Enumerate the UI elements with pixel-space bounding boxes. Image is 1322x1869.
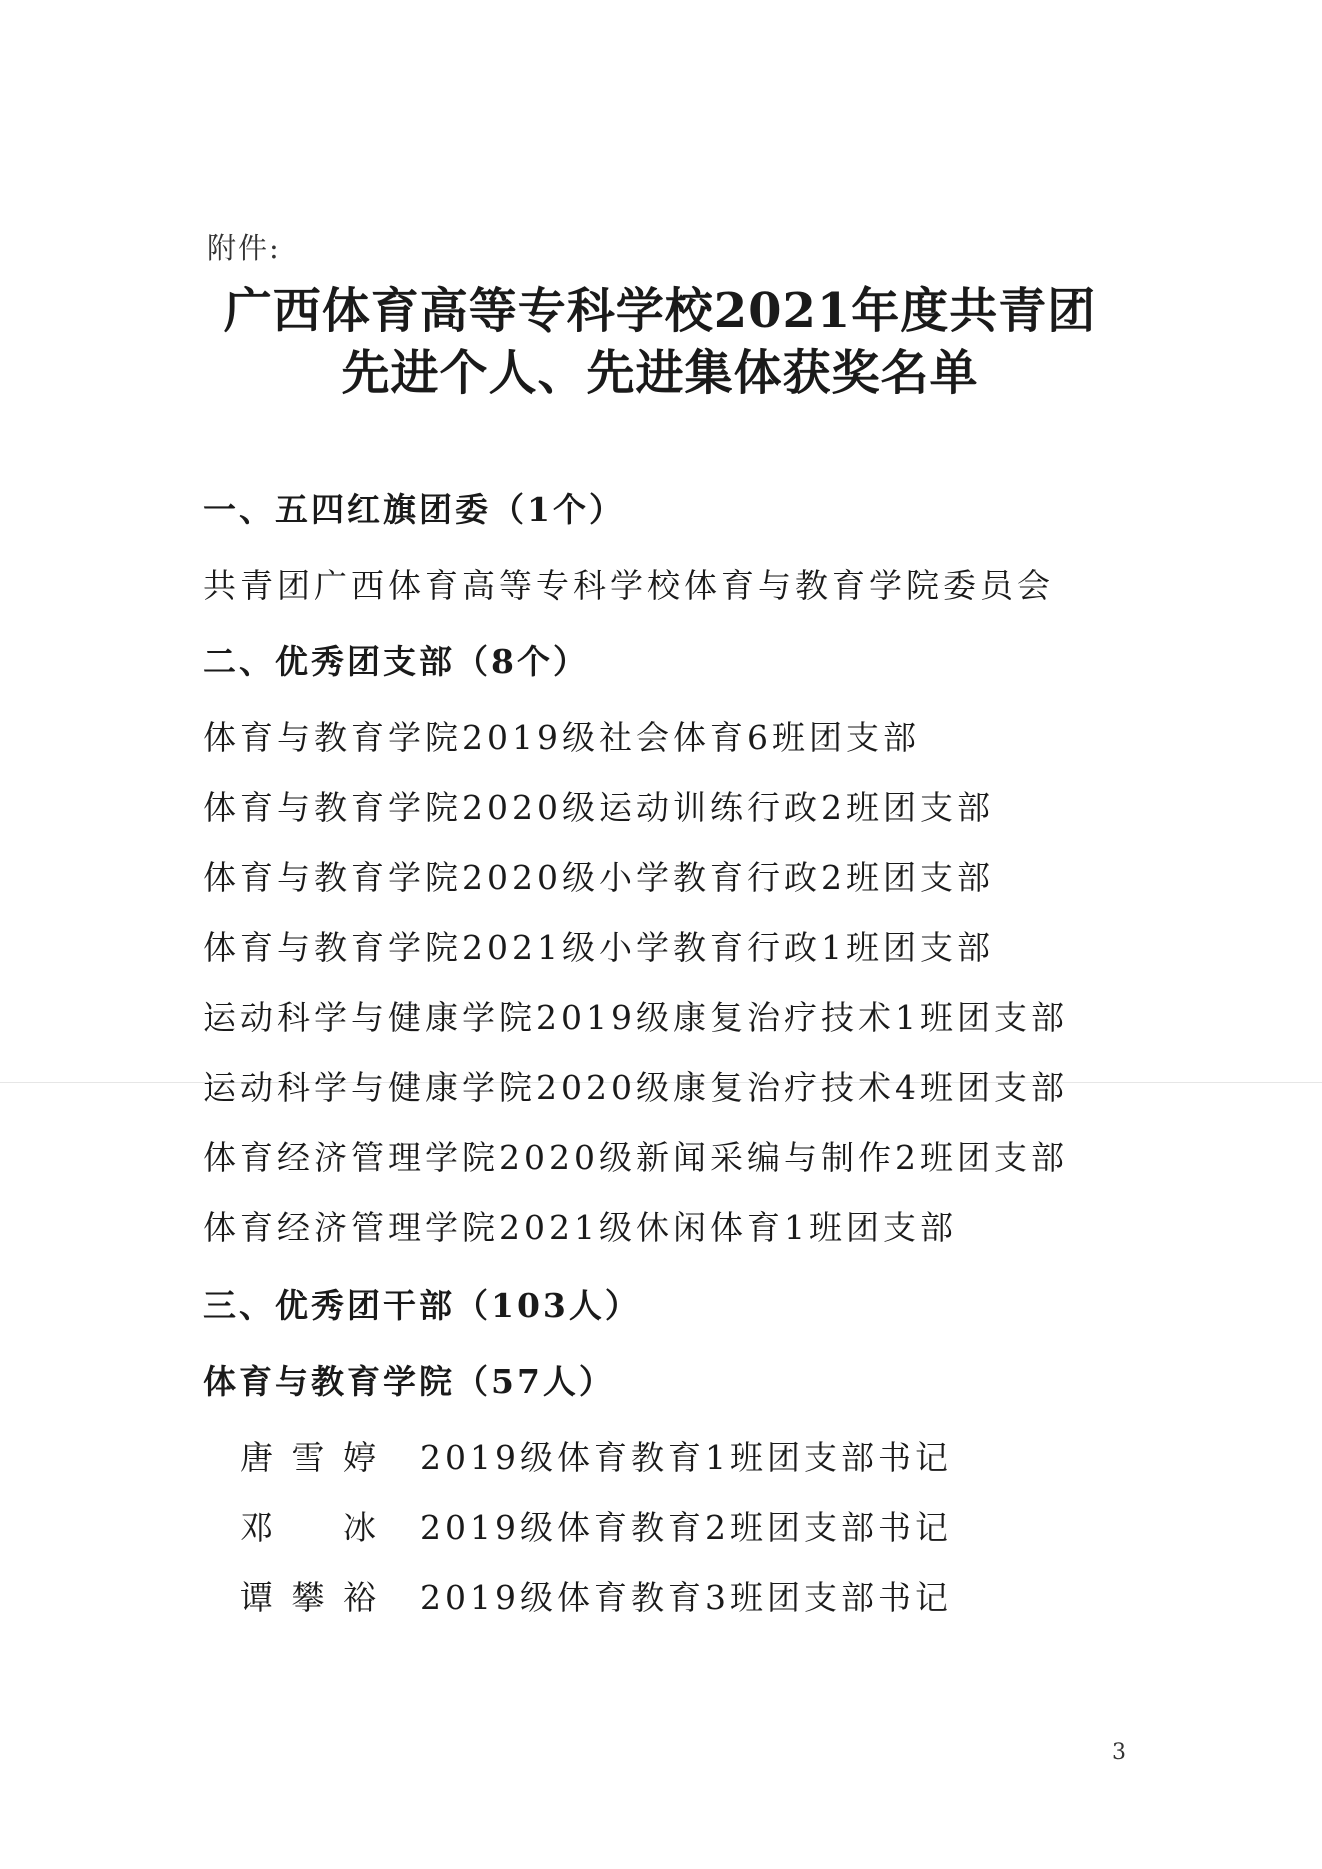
section-2-heading: 二、优秀团支部（8个） [203,642,589,681]
section-1-heading: 一、五四红旗团委（1个） [203,490,625,529]
list-item: 共青团广西体育高等专科学校体育与教育学院委员会 [203,566,1054,605]
list-item: 运动科学与健康学院2020级康复治疗技术4班团支部 [203,1068,1068,1107]
person-row [240,1432,952,1479]
person-row [240,1572,952,1619]
list-item: 体育与教育学院2019级社会体育6班团支部 [203,718,920,757]
person-role: 2019级体育教育2班团支部书记 [420,1508,952,1547]
person-role: 2019级体育教育3班团支部书记 [420,1578,952,1617]
list-item: 体育与教育学院2020级运动训练行政2班团支部 [203,788,994,827]
attachment-label: 附件: [207,231,281,265]
person-name: 唐雪婷 [240,1438,380,1477]
list-item: 体育与教育学院2020级小学教育行政2班团支部 [203,858,994,897]
list-item: 运动科学与健康学院2019级康复治疗技术1班团支部 [203,998,1068,1037]
person-row [240,1502,952,1549]
person-name: 谭攀裕 [240,1578,380,1617]
list-item: 体育经济管理学院2021级休闲体育1班团支部 [203,1208,957,1247]
section-3-heading: 三、优秀团干部（103人） [203,1286,641,1325]
section-3-subheading: 体育与教育学院（57人） [203,1362,615,1401]
person-name: 邓冰 [240,1508,380,1547]
person-role: 2019级体育教育1班团支部书记 [420,1438,952,1477]
document-title-line-1: 广西体育高等专科学校2021年度共青团 [223,283,1097,339]
page-number: 3 [1112,1740,1126,1765]
list-item: 体育与教育学院2021级小学教育行政1班团支部 [203,928,994,967]
list-item: 体育经济管理学院2020级新闻采编与制作2班团支部 [203,1138,1068,1177]
document-title-line-2: 先进个人、先进集体获奖名单 [341,345,979,401]
